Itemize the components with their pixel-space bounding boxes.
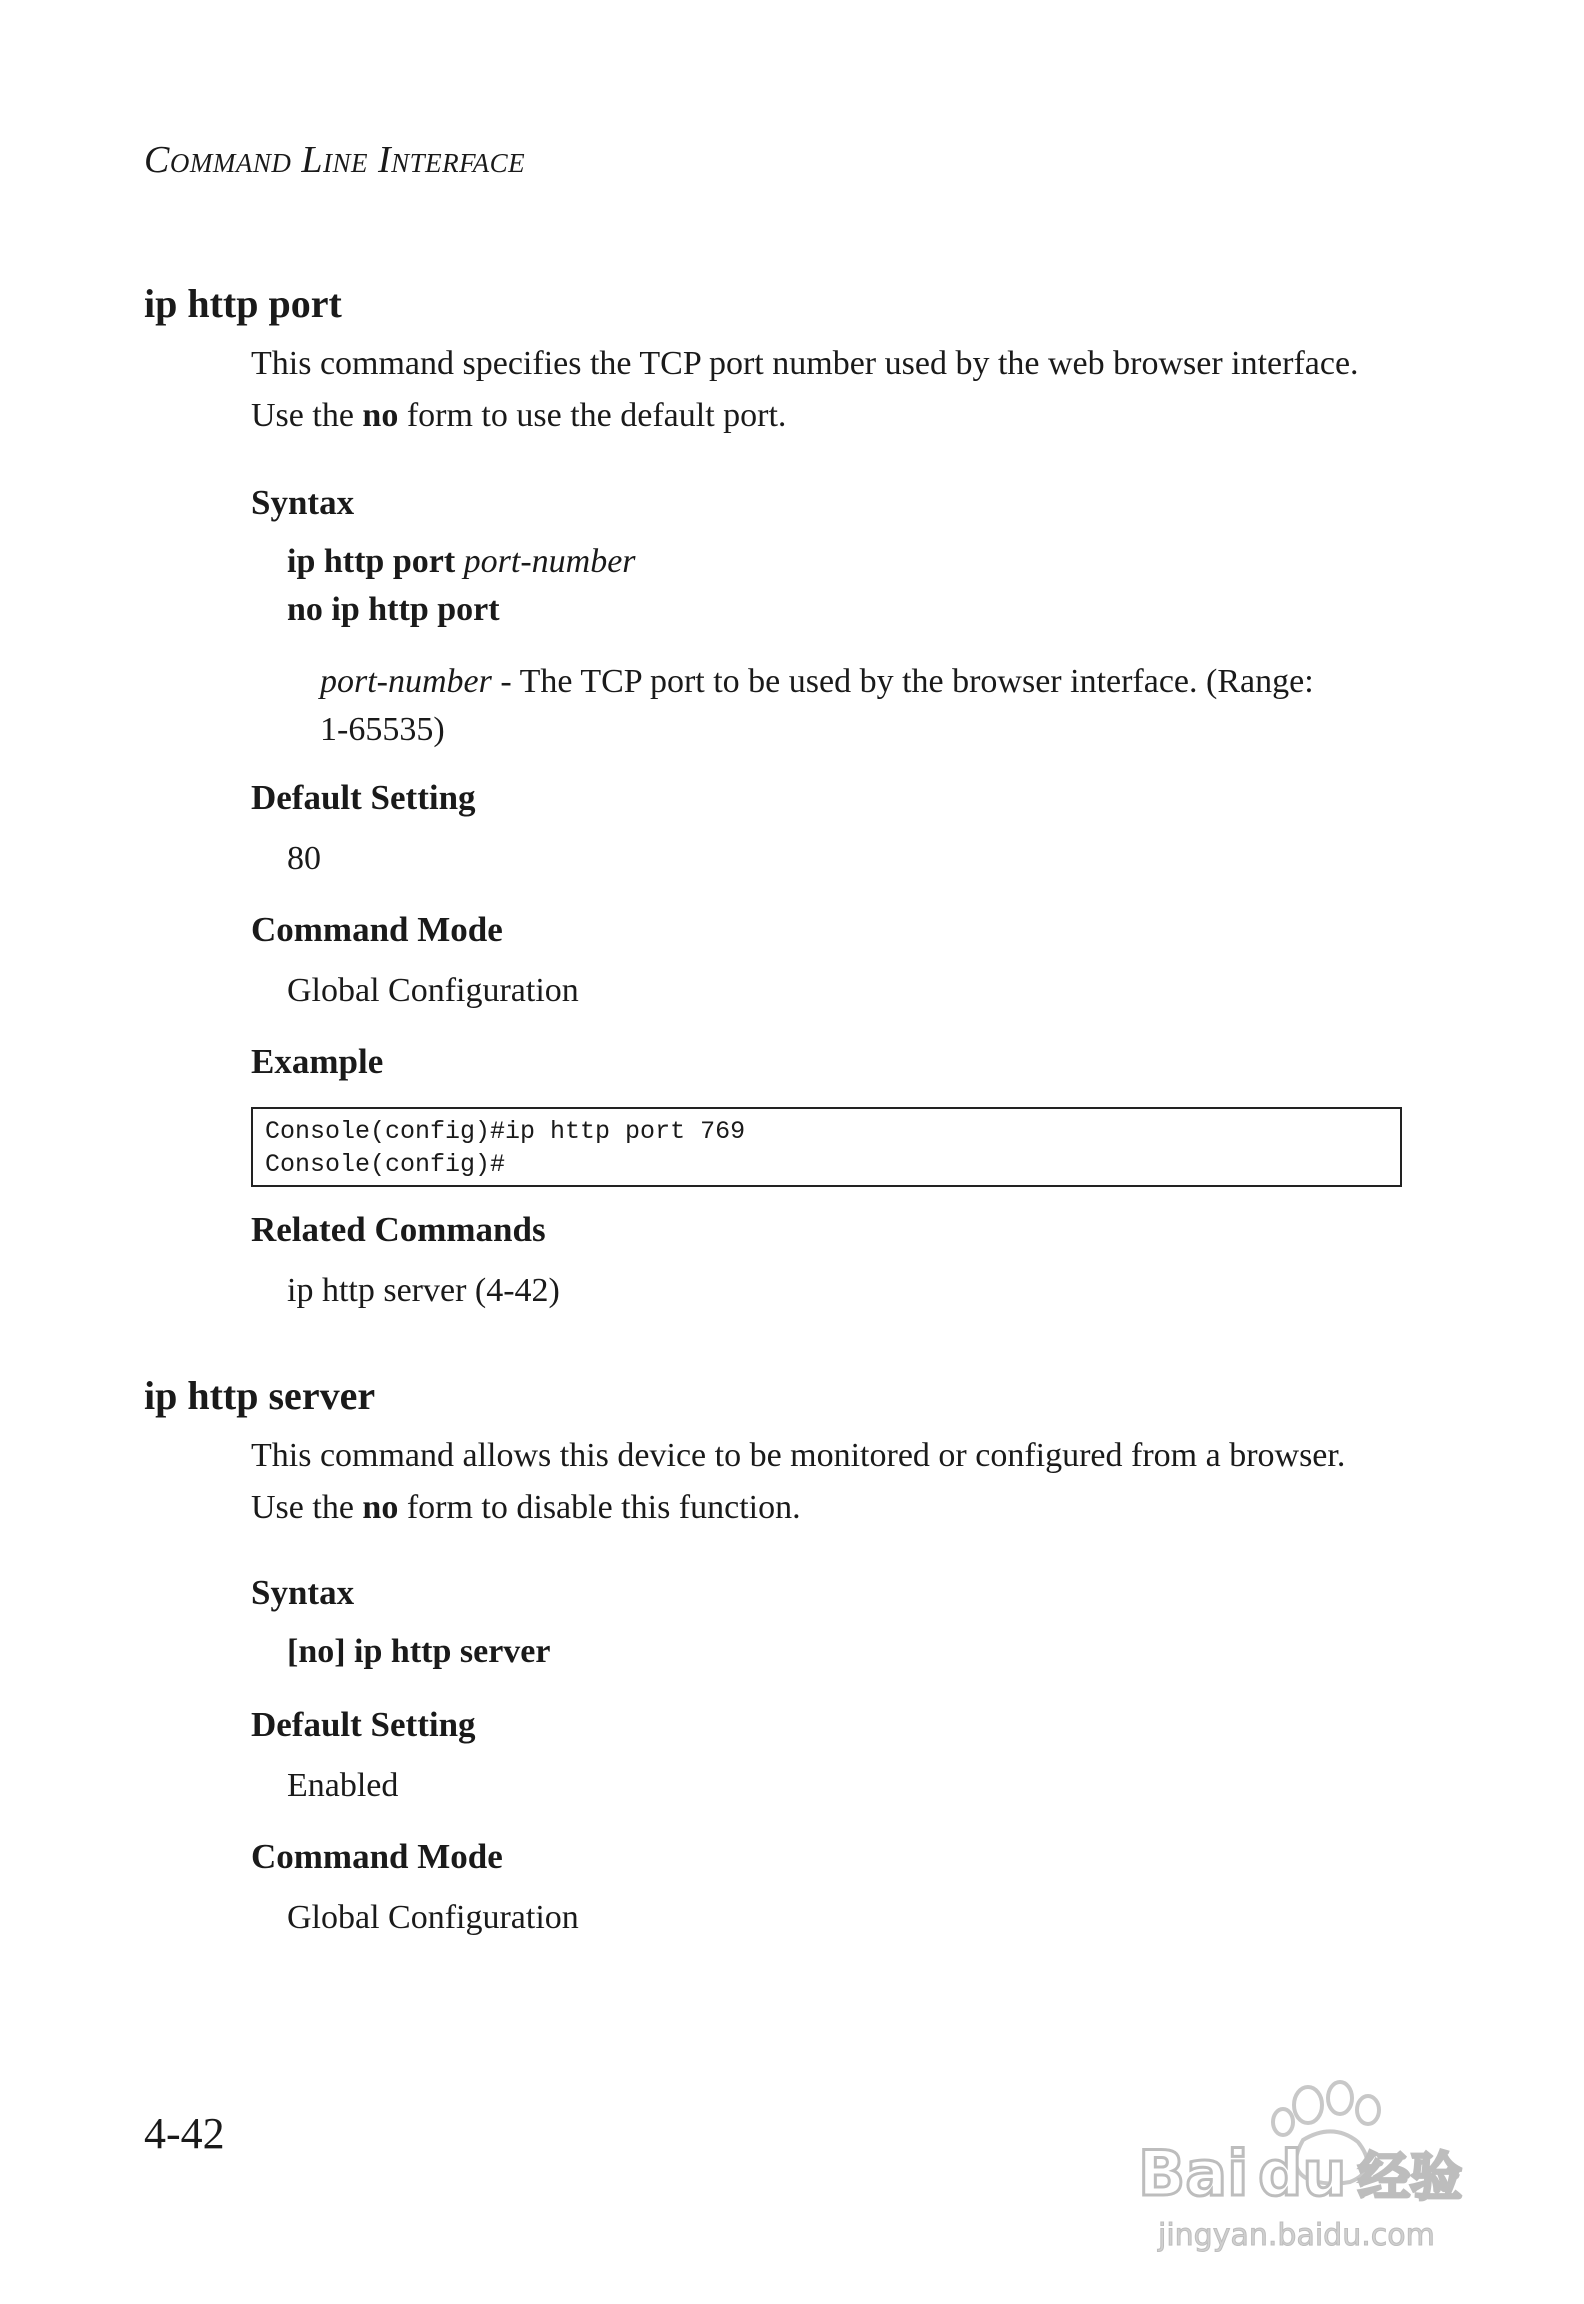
svg-text:经验: 经验 <box>1358 2148 1463 2208</box>
default-setting-value: 80 <box>287 840 321 877</box>
command-title-ip-http-server: ip http server <box>144 1373 376 1418</box>
command-mode-value: Global Configuration <box>287 972 579 1009</box>
no-keyword: no <box>362 397 399 434</box>
default-setting-heading: Default Setting <box>251 778 476 817</box>
syntax-line-no-form: no ip http port <box>287 591 500 628</box>
running-head: Command Line Interface <box>144 139 526 181</box>
svg-text:du: du <box>1258 2137 1347 2210</box>
code-line: Console(config)# <box>265 1150 506 1179</box>
default-setting-value: Enabled <box>287 1767 399 1804</box>
example-code-box <box>251 1107 1402 1187</box>
svg-text:Bai: Bai <box>1138 2137 1249 2210</box>
command-mode-heading: Command Mode <box>251 910 503 949</box>
syntax-heading: Syntax <box>251 1573 355 1612</box>
default-setting-heading: Default Setting <box>251 1705 476 1744</box>
related-commands-heading: Related Commands <box>251 1210 546 1249</box>
syntax-heading: Syntax <box>251 483 355 522</box>
command-mode-value: Global Configuration <box>287 1899 579 1936</box>
page-number: 4-42 <box>144 2109 225 2158</box>
example-heading: Example <box>251 1042 384 1081</box>
parameter-description: port-number - The TCP port to be used by the browser interface. (Range: 1-65535) <box>320 663 1314 748</box>
syntax-line: [no] ip http server <box>287 1633 551 1670</box>
parameter-name: port-number <box>320 663 492 700</box>
command-description: This command allows this device to be monitored or configured from a browser. Use the no form to disable this function. <box>251 1437 1346 1526</box>
no-keyword: no <box>362 1489 399 1526</box>
command-mode-heading: Command Mode <box>251 1837 503 1876</box>
syntax-line: ip http port port-number <box>287 543 636 580</box>
command-description: This command specifies the TCP port number used by the web browser interface. Use the no form to use the default port. <box>251 345 1359 434</box>
code-line: Console(config)#ip http port 769 <box>265 1117 746 1146</box>
related-command-value: ip http server (4-42) <box>287 1272 560 1309</box>
syntax-parameter: port-number <box>463 543 636 580</box>
command-title-ip-http-port: ip http port <box>144 281 342 326</box>
baidu-watermark-icon <box>1118 2060 1498 2260</box>
svg-text:jingyan.baidu.com: jingyan.baidu.com <box>1158 2218 1435 2253</box>
